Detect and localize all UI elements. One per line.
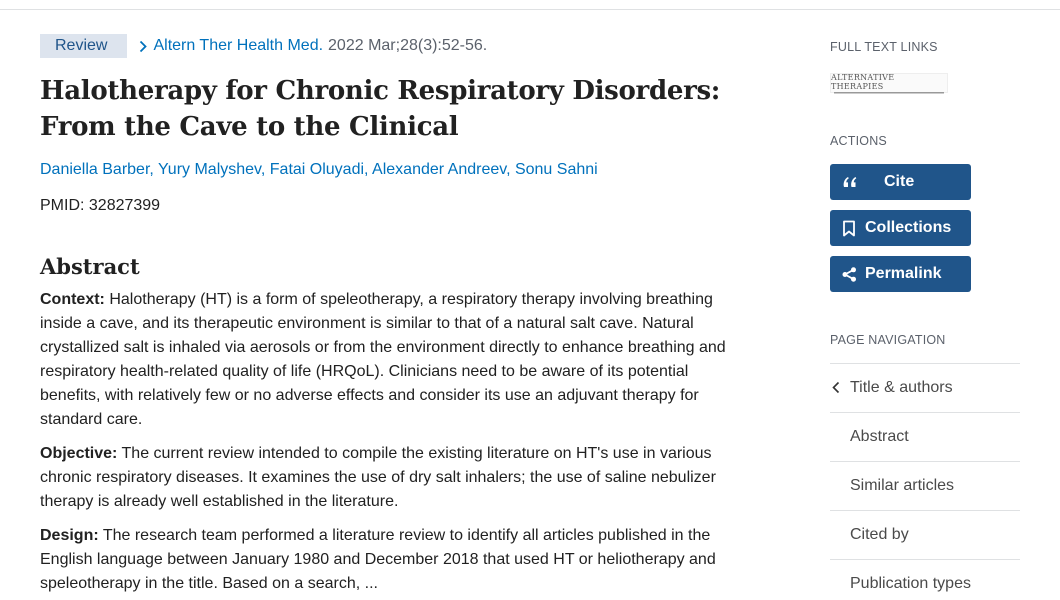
nav-item-label: Cited by <box>850 526 909 543</box>
section-label: Objective: <box>40 445 118 462</box>
publication-date: 2022 Mar;28(3):52-56. <box>328 37 488 54</box>
journal-link[interactable]: Altern Ther Health Med. <box>153 37 324 54</box>
header-divider <box>0 9 1060 10</box>
author-separator: , <box>149 161 159 178</box>
publisher-logo-text: ALTERNATIVE THERAPIES <box>831 72 895 91</box>
author-separator: , <box>260 161 270 178</box>
permalink-button[interactable] <box>830 256 971 292</box>
page-navigation-heading: PAGE NAVIGATION <box>830 333 946 347</box>
author-separator: , <box>364 161 373 178</box>
chevron-right-icon[interactable] <box>139 40 147 53</box>
page-navigation <box>830 363 1020 600</box>
permalink-label: Permalink <box>865 265 942 282</box>
article-main <box>40 34 760 596</box>
author-link[interactable]: Sonu Sahni <box>514 161 598 178</box>
actions-group <box>830 164 1020 292</box>
nav-item-cited-by[interactable] <box>830 511 1020 560</box>
authors-list <box>40 158 760 182</box>
nav-item-label: Publication types <box>850 575 971 592</box>
nav-item-label: Abstract <box>850 428 909 445</box>
abstract-section-context <box>40 288 745 432</box>
author-link[interactable]: Yury Malyshev <box>158 161 261 178</box>
full-text-links-heading: FULL TEXT LINKS <box>830 40 938 54</box>
abstract-body <box>40 288 760 596</box>
nav-item-label: Title & authors <box>850 379 953 396</box>
citation-row <box>40 34 760 58</box>
section-label: Context: <box>40 291 105 308</box>
cite-label: Cite <box>884 173 915 190</box>
collections-button[interactable] <box>830 210 971 246</box>
section-label: Design: <box>40 527 99 544</box>
actions-heading: ACTIONS <box>830 134 887 148</box>
quote-icon <box>842 173 860 191</box>
section-text: The research team performed a literature review to identify all articles published in the English language between January 1980 and December 2018 that used HT or heliotherapy and speleotherapy in the title. Based on a search, ... <box>40 527 716 592</box>
collections-label: Collections <box>865 219 952 236</box>
logo-rule <box>834 92 944 94</box>
abstract-section-design <box>40 524 745 596</box>
bookmark-icon <box>842 219 860 237</box>
share-icon <box>842 265 860 283</box>
author-link[interactable]: Daniella Barber <box>40 161 150 178</box>
author-link[interactable]: Alexander Andreev <box>372 161 507 178</box>
publication-type-badge: Review <box>40 34 127 58</box>
nav-item-similar-articles[interactable] <box>830 462 1020 511</box>
sidebar <box>830 38 1020 600</box>
section-text: The current review intended to compile the existing literature on HT's use in various chronic respiratory diseases. It examines the use of dry salt inhalers; the use of saline nebulizer therapy is already well established in the literature. <box>40 445 716 510</box>
nav-item-publication-types[interactable] <box>830 560 1020 600</box>
chevron-left-icon <box>832 381 840 399</box>
author-link[interactable]: Fatai Oluyadi <box>269 161 365 178</box>
abstract-section-objective <box>40 442 745 514</box>
cite-button[interactable] <box>830 164 971 200</box>
pmid: PMID: 32827399 <box>40 197 161 214</box>
full-text-publisher-logo-link[interactable] <box>830 73 948 93</box>
abstract-heading: Abstract <box>40 254 140 279</box>
nav-item-abstract[interactable] <box>830 413 1020 462</box>
nav-item-title-authors[interactable] <box>830 364 1020 413</box>
section-text: Halotherapy (HT) is a form of speleotherapy, a respiratory therapy involving breathing inside a cave, and its therapeutic environment is similar to that of a natural salt cave. Natural crystallized salt is inhaled via aerosols or from the environment directly to enhance breathing and respiratory health-related quality of life (HRQoL). Clinicians need to be aware of its potential benefits, with relatively few or no adverse effects and consider its use an adjuvant therapy for standard care. <box>40 291 726 428</box>
article-title: Halotherapy for Chronic Respiratory Disorders: From the Cave to the Clinical <box>40 76 721 142</box>
nav-item-label: Similar articles <box>850 477 955 494</box>
author-separator: , <box>506 161 515 178</box>
